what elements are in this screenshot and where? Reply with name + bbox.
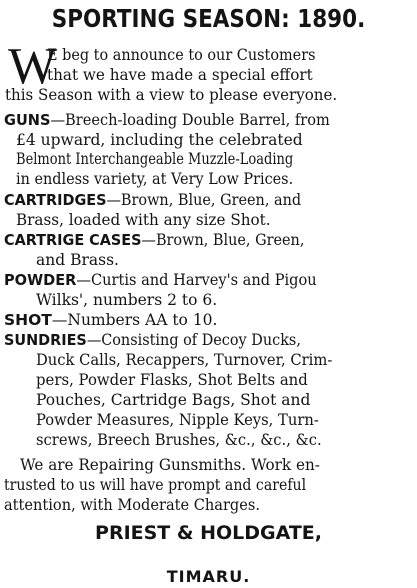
intro-line: this Season with a view to please everyone. (5, 86, 338, 104)
item-text: —Brown, Blue, Green, (141, 231, 305, 249)
item-text: pers, Powder Flasks, Shot Belts and (36, 371, 308, 389)
item-shot (4, 311, 217, 329)
intro-line: that we have made a special effort (47, 66, 313, 84)
item-heading: CARTRIGE CASES (4, 231, 142, 249)
intro-line: E beg to announce to our Customers (47, 46, 316, 64)
item-guns (4, 111, 330, 129)
advert-title: SPORTING SEASON: 1890. (51, 4, 366, 33)
firm-name: PRIEST & HOLDGATE, (95, 522, 322, 544)
item-heading: SUNDRIES (4, 331, 87, 349)
item-text: —Curtis and Harvey's and Pigou (76, 271, 317, 289)
item-text: Duck Calls, Recappers, Turnover, Crim- (36, 351, 333, 369)
item-heading: POWDER (4, 271, 77, 289)
item-text: £4 upward, including the celebrated (16, 131, 303, 149)
item-cartridges (4, 191, 301, 209)
item-heading: GUNS (4, 111, 51, 129)
item-text: in endless variety, at Very Low Prices. (16, 170, 294, 188)
item-text: screws, Breech Brushes, &c., &c., &c. (36, 431, 322, 449)
item-powder (4, 271, 317, 289)
item-text: —Consisting of Decoy Ducks, (86, 331, 301, 349)
item-sundries (4, 331, 301, 349)
closing-line: attention, with Moderate Charges. (4, 496, 260, 514)
item-text: Wilks', numbers 2 to 6. (36, 291, 218, 309)
item-text: —Brown, Blue, Green, and (106, 191, 302, 209)
closing-line: We are Repairing Gunsmiths. Work en- (20, 456, 320, 474)
item-text: Powder Measures, Nipple Keys, Turn- (36, 411, 319, 429)
item-text: Pouches, Cartridge Bags, Shot and (36, 391, 311, 409)
item-cartrige-cases (4, 231, 304, 249)
item-text: Brass, loaded with any size Shot. (16, 211, 271, 229)
item-heading: CARTRIDGES (4, 191, 107, 209)
closing-line: trusted to us will have prompt and careful (4, 476, 307, 494)
firm-town: TIMARU. (166, 567, 251, 586)
item-text: and Brass. (36, 251, 119, 269)
item-text: —Numbers AA to 10. (51, 311, 218, 329)
item-text: —Breech-loading Double Barrel, from (50, 111, 330, 129)
item-text: Belmont Interchangeable Muzzle-Loading (16, 150, 294, 168)
intro-dropcap: W (8, 38, 58, 95)
item-heading: SHOT (4, 311, 52, 329)
